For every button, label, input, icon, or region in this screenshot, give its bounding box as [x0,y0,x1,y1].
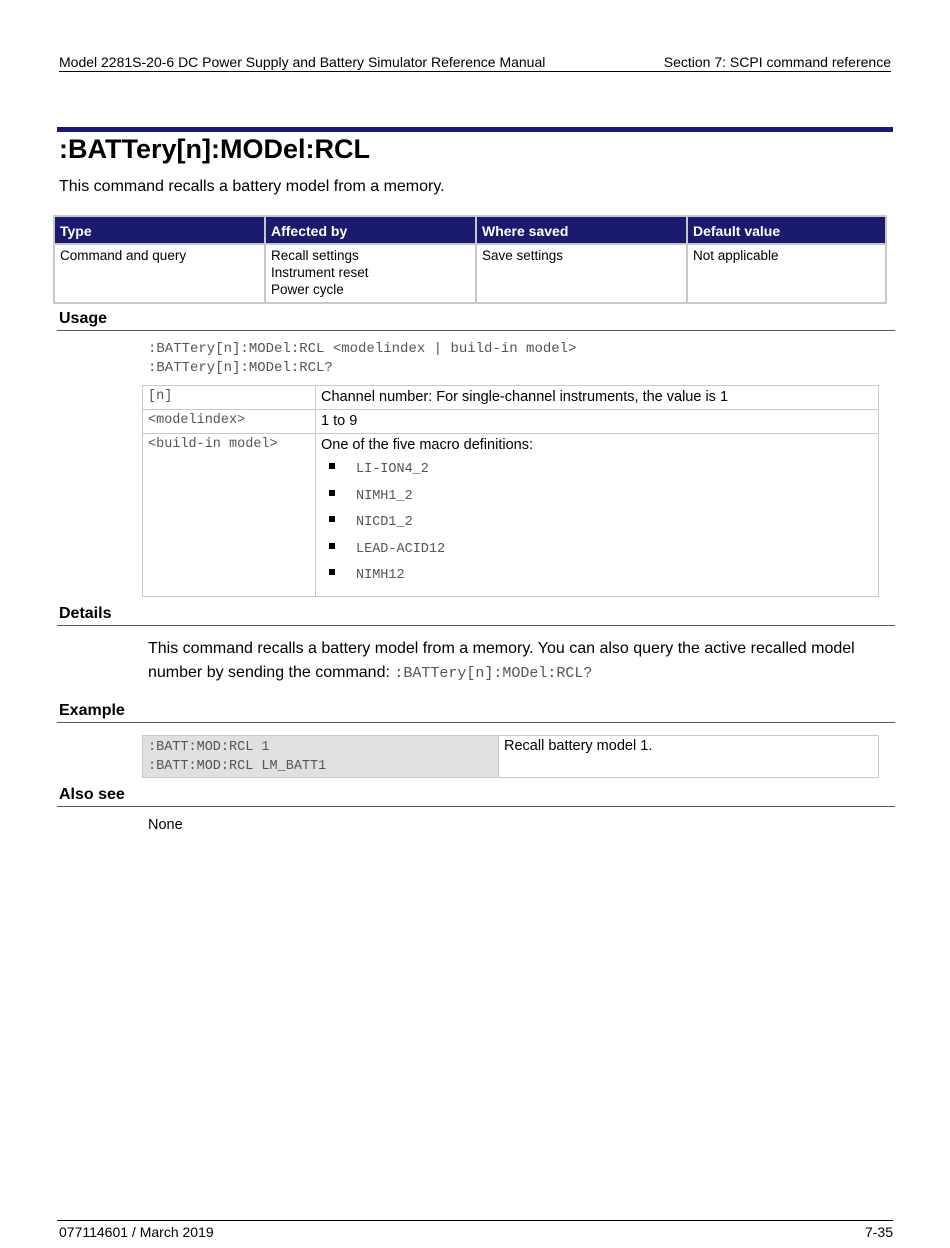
title-rule [57,127,893,132]
header-default-value: Default value [687,216,886,244]
document-number: 077114601 / March 2019 [59,1224,214,1240]
page-footer [57,1220,893,1240]
command-info-table [53,215,887,304]
example-code-line: :BATT:MOD:RCL LM_BATT1 [148,759,327,774]
macro-item [321,459,873,486]
param-desc: Channel number: For single-channel instruments, the value is 1 [316,386,879,410]
example-table [142,735,879,778]
macro-name: NIMH1_2 [356,488,413,504]
usage-line: :BATTery[n]:MODel:RCL <modelindex | build-in model> [148,341,577,357]
param-row [143,410,879,434]
macro-item [321,565,873,592]
macro-item [321,539,873,566]
info-header-row [54,216,886,244]
param-name: <modelindex> [143,410,316,434]
usage-line: :BATTery[n]:MODel:RCL? [148,360,333,376]
affected-by-item: Power cycle [271,282,344,297]
param-desc: 1 to 9 [316,410,879,434]
example-code-line: :BATT:MOD:RCL 1 [148,740,270,755]
affected-by-item: Instrument reset [271,265,369,280]
usage-syntax [148,340,576,378]
macro-list [321,459,873,592]
param-row [143,386,879,410]
header-affected-by: Affected by [265,216,476,244]
also-see-text: None [148,817,183,833]
macro-name: NIMH12 [356,568,405,583]
param-row [143,434,879,597]
page-number: 7-35 [864,1224,893,1240]
manual-title: Model 2281S-20-6 DC Power Supply and Battery Simulator Reference Manual [59,54,546,70]
section-title: Section 7: SCPI command reference [663,54,891,70]
macro-item [321,512,873,539]
type-value: Command and query [54,244,265,303]
page-header [59,54,891,72]
details-command: :BATTery[n]:MODel:RCL? [394,665,593,682]
example-row [143,736,879,778]
param-desc: One of the five macro definitions: [321,437,533,453]
command-title: :BATTery[n]:MODel:RCL [59,134,370,164]
header-type: Type [54,216,265,244]
macro-name: LI-ION4_2 [356,462,429,477]
command-intro: This command recalls a battery model from a memory. [59,178,445,195]
header-where-saved: Where saved [476,216,687,244]
bullet-icon [329,543,335,549]
bullet-icon [329,463,335,469]
macro-name: NICD1_2 [356,515,413,530]
info-value-row [54,244,886,303]
example-code [143,736,499,778]
default-value: Not applicable [687,244,886,303]
macro-item [321,486,873,513]
details-body: This command recalls a battery model from a memory. You can also query the active recalled model number by sending the command: [148,640,855,681]
bullet-icon [329,569,335,575]
details-text [148,637,888,686]
affected-by-value [265,244,476,303]
parameter-table [142,385,879,597]
example-heading: Example [57,702,895,723]
where-saved-value: Save settings [476,244,687,303]
bullet-icon [329,490,335,496]
example-desc: Recall battery model 1. [499,736,879,778]
param-name: <build-in model> [143,434,316,597]
bullet-icon [329,516,335,522]
usage-heading: Usage [57,310,895,331]
also-see-heading: Also see [57,786,895,807]
param-desc-cell [316,434,879,597]
param-name: [n] [143,386,316,410]
affected-by-item: Recall settings [271,248,359,263]
macro-name: LEAD-ACID12 [356,541,446,557]
details-heading: Details [57,605,895,626]
